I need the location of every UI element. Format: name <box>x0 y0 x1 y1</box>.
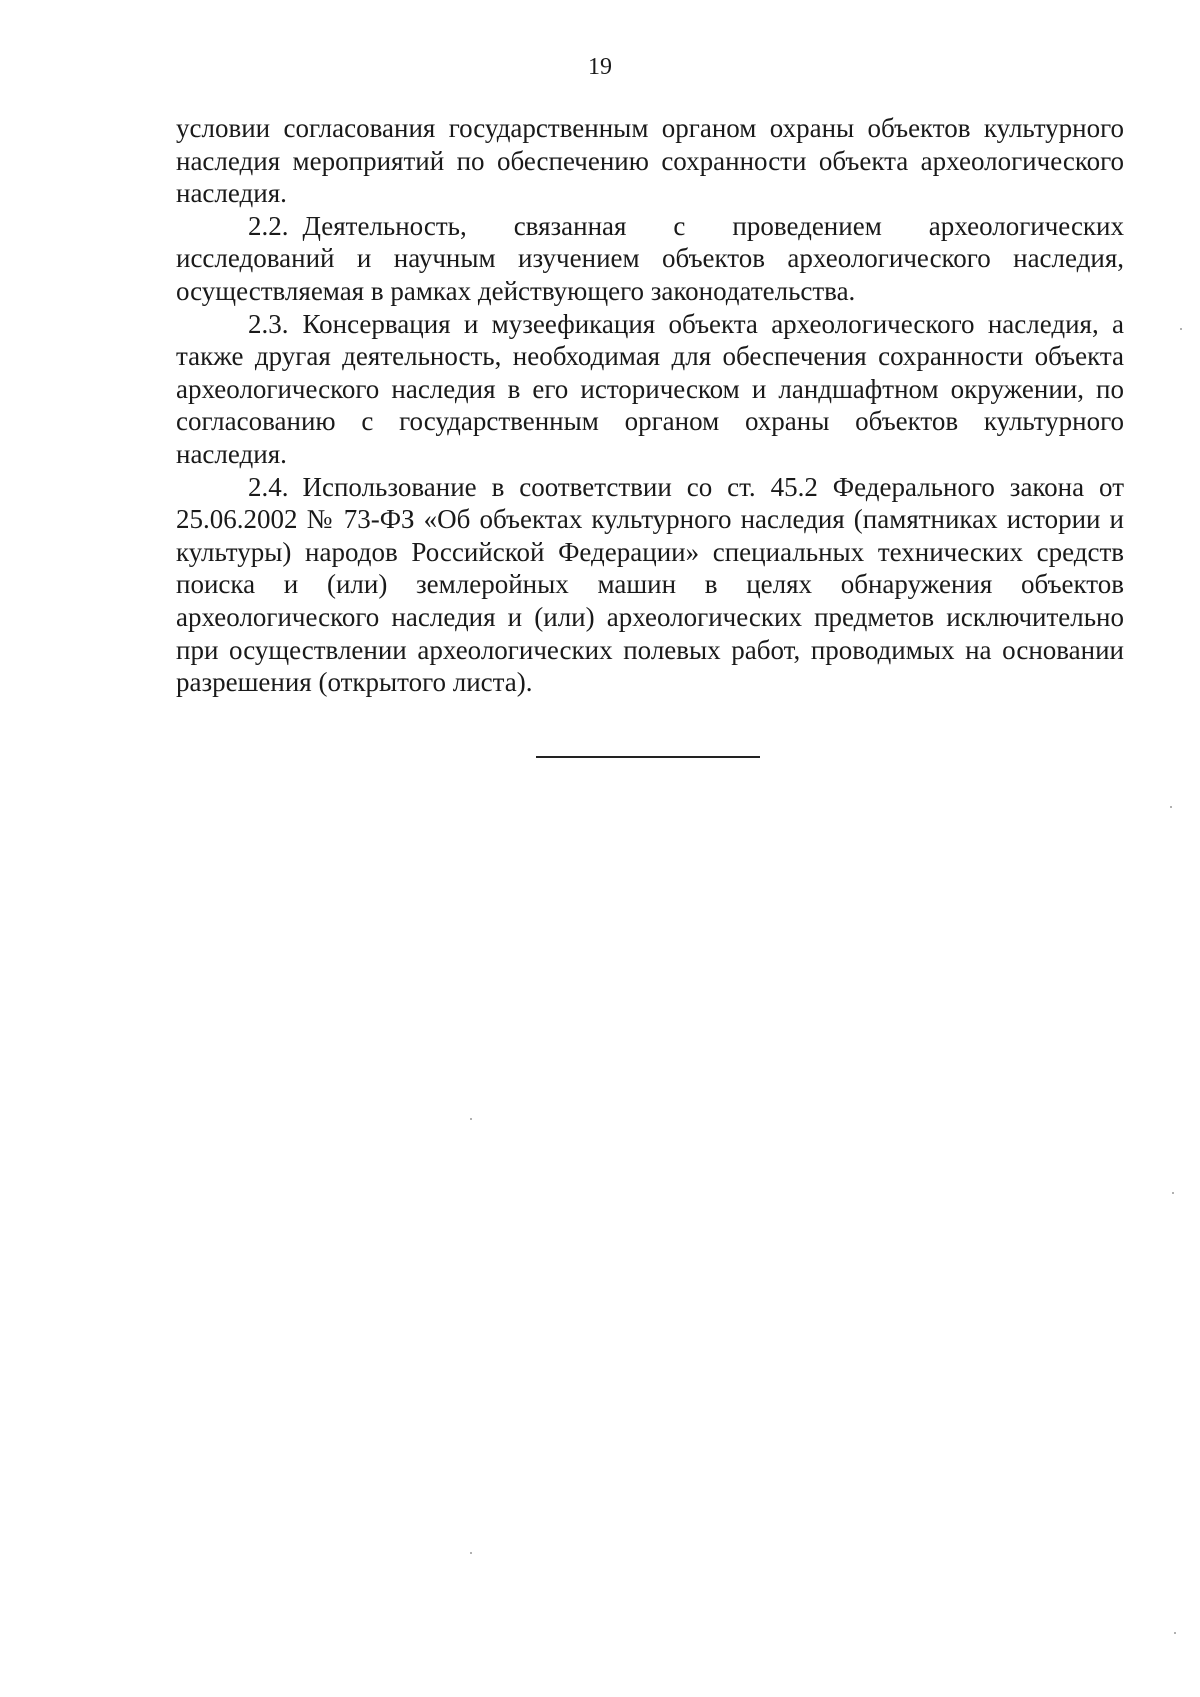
page-number: 19 <box>588 54 612 80</box>
paragraph-continuation <box>176 112 1124 210</box>
scan-speck <box>1170 806 1172 808</box>
scan-speck <box>470 1118 472 1120</box>
paragraph-text: условии согласования государственным органом охраны объектов культурного наследия мероприятий по обеспечению сохранности объекта археологического наследия. <box>176 113 1124 209</box>
paragraph-number: 2.3. <box>248 308 289 339</box>
paragraph-2-2 <box>176 210 1124 308</box>
scan-speck <box>1172 1192 1174 1194</box>
document-body <box>176 112 1124 699</box>
scan-speck <box>470 1552 472 1554</box>
paragraph-2-3 <box>176 308 1124 471</box>
paragraph-number: 2.2. <box>248 210 289 241</box>
paragraph-2-4 <box>176 471 1124 699</box>
scan-speck <box>1180 328 1182 330</box>
end-of-text-rule <box>536 756 760 758</box>
paragraph-text: Консервация и музеефикация объекта археологического наследия, а также другая деятельность, необходимая для обеспечения сохранности объекта археологического наследия в его историческом и ландшафтном окружении, по согласованию с государственным органом охраны объектов культурного наследия. <box>176 308 1124 469</box>
scan-speck <box>1174 1632 1176 1634</box>
paragraph-text: Использование в соответствии со ст. 45.2 Федерального закона от 25.06.2002 № 73-ФЗ «Об объектах культурного наследия (памятниках истории и культуры) народов Российской Федерации» специальных технических средств поиска и (или) землеройных машин в целях обнаружения объектов археологического наследия и (или) археологических предметов исключительно при осуществлении археологических полевых работ, проводимых на основании разрешения (открытого листа). <box>176 471 1124 698</box>
paragraph-number: 2.4. <box>248 471 289 502</box>
paragraph-text: Деятельность, связанная с проведением археологических исследований и научным изучением объектов археологического наследия, осуществляемая в рамках действующего законодательства. <box>176 210 1124 306</box>
